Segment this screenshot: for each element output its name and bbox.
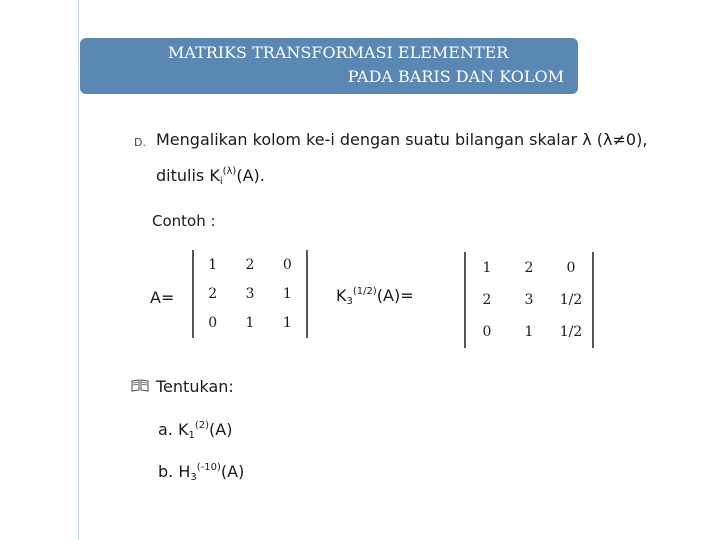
matrix-cell: 1/2 — [559, 292, 583, 308]
matrix-cell: 2 — [245, 256, 255, 273]
slide-title-banner — [80, 38, 578, 94]
matrix-cell: 0 — [566, 260, 576, 276]
task-item-a: a. $K_1^{(2)}(A)$ — [158, 420, 233, 441]
list-marker: D. — [134, 136, 146, 149]
example-label: Contoh : — [152, 212, 216, 230]
book-icon — [131, 378, 149, 392]
matrix-result — [464, 252, 594, 348]
matrix-cell: 2 — [482, 292, 492, 308]
matrix-cell: 3 — [245, 285, 255, 302]
task-heading: Tentukan: — [156, 377, 234, 396]
matrix-cell: 1 — [282, 315, 292, 332]
operation-label: $K_3^{(1/2)}(A)=$ — [336, 286, 414, 307]
title-line-1: MATRIKS TRANSFORMASI ELEMENTER — [168, 43, 509, 62]
matrix-cell: 0 — [482, 324, 492, 340]
matrix-a — [192, 250, 308, 338]
matrix-cell: 0 — [208, 315, 218, 332]
matrix-cell: 1 — [282, 285, 292, 302]
matrix-cell: 1 — [245, 315, 255, 332]
matrix-cell: 1 — [482, 260, 492, 276]
matrix-cell: 2 — [524, 260, 534, 276]
matrix-cell: 0 — [282, 256, 292, 273]
definition-text: Mengalikan kolom ke-i dengan suatu bilangan skalar λ (λ≠0), — [156, 130, 648, 149]
matrix-cell: 3 — [524, 292, 534, 308]
left-margin-strip — [0, 0, 79, 540]
matrix-a-label: A= — [150, 288, 175, 307]
title-line-2: PADA BARIS DAN KOLOM — [347, 67, 564, 86]
matrix-cell: 1 — [524, 324, 534, 340]
matrix-cell: 2 — [208, 285, 218, 302]
matrix-cell: 1/2 — [559, 324, 583, 340]
matrix-cell: 1 — [208, 256, 218, 273]
notation-line: ditulis $K_i^{(\lambda)}(A)$. — [156, 166, 265, 187]
task-item-b: b. $H_3^{(-10)}(A)$ — [158, 462, 245, 483]
